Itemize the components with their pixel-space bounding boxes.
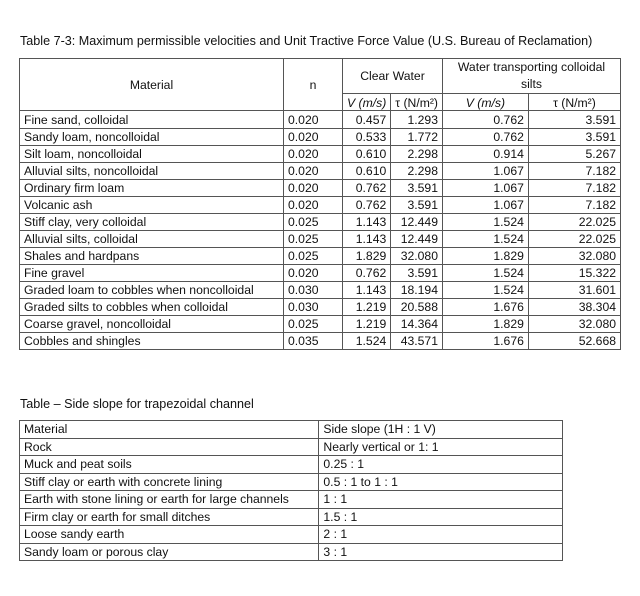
header-n: n xyxy=(284,59,343,111)
cell-clear-tau: 32.080 xyxy=(391,248,443,265)
cell-silt-velocity: 0.914 xyxy=(442,146,528,163)
cell-clear-tau: 12.449 xyxy=(391,214,443,231)
cell-clear-tau: 2.298 xyxy=(391,163,443,180)
cell-n: 0.025 xyxy=(284,248,343,265)
header-silt-v: V (m/s) xyxy=(442,94,528,111)
table-row xyxy=(20,543,563,561)
cell-n: 0.020 xyxy=(284,197,343,214)
cell-silt-tau: 7.182 xyxy=(528,197,620,214)
header-clear-water: Clear Water xyxy=(343,59,443,94)
cell-n: 0.025 xyxy=(284,316,343,333)
cell-clear-velocity: 0.533 xyxy=(343,129,391,146)
cell-n: 0.020 xyxy=(284,265,343,282)
cell-clear-velocity: 0.762 xyxy=(343,265,391,282)
table-row xyxy=(20,146,621,163)
cell-silt-tau: 32.080 xyxy=(528,316,620,333)
cell-silt-tau: 3.591 xyxy=(528,111,620,129)
side-slope-table xyxy=(19,420,563,561)
cell-n: 0.025 xyxy=(284,231,343,248)
cell-material: Silt loam, noncolloidal xyxy=(20,146,284,163)
cell-silt-velocity: 1.676 xyxy=(442,333,528,350)
cell-clear-velocity: 0.610 xyxy=(343,146,391,163)
cell-material: Cobbles and shingles xyxy=(20,333,284,350)
cell-material: Muck and peat soils xyxy=(20,456,319,474)
cell-n: 0.030 xyxy=(284,282,343,299)
cell-material: Fine gravel xyxy=(20,265,284,282)
cell-n: 0.020 xyxy=(284,146,343,163)
cell-side-slope: 3 : 1 xyxy=(319,543,563,561)
table-row xyxy=(20,265,621,282)
cell-material: Loose sandy earth xyxy=(20,526,319,544)
cell-side-slope: 0.25 : 1 xyxy=(319,456,563,474)
cell-material: Ordinary firm loam xyxy=(20,180,284,197)
cell-silt-velocity: 1.524 xyxy=(442,282,528,299)
cell-clear-tau: 2.298 xyxy=(391,146,443,163)
table-row xyxy=(20,316,621,333)
table-row xyxy=(20,473,563,491)
cell-silt-tau: 22.025 xyxy=(528,214,620,231)
cell-side-slope: Nearly vertical or 1: 1 xyxy=(319,438,563,456)
cell-n: 0.020 xyxy=(284,180,343,197)
cell-clear-tau: 14.364 xyxy=(391,316,443,333)
table-row xyxy=(20,438,563,456)
cell-clear-velocity: 0.610 xyxy=(343,163,391,180)
cell-material: Stiff clay or earth with concrete lining xyxy=(20,473,319,491)
table-row xyxy=(20,299,621,316)
cell-material: Firm clay or earth for small ditches xyxy=(20,508,319,526)
table-row xyxy=(20,214,621,231)
table1-body xyxy=(20,111,621,350)
cell-n: 0.020 xyxy=(284,129,343,146)
cell-clear-tau: 3.591 xyxy=(391,197,443,214)
table-row xyxy=(20,163,621,180)
cell-silt-velocity: 1.676 xyxy=(442,299,528,316)
cell-silt-tau: 3.591 xyxy=(528,129,620,146)
cell-material: Graded silts to cobbles when colloidal xyxy=(20,299,284,316)
cell-clear-velocity: 1.219 xyxy=(343,316,391,333)
table-row xyxy=(20,421,563,439)
cell-material: Volcanic ash xyxy=(20,197,284,214)
cell-clear-velocity: 1.143 xyxy=(343,282,391,299)
cell-silt-tau: 7.182 xyxy=(528,163,620,180)
cell-clear-velocity: 1.219 xyxy=(343,299,391,316)
cell-material: Shales and hardpans xyxy=(20,248,284,265)
table-row xyxy=(20,456,563,474)
table-row xyxy=(20,248,621,265)
header-water-transporting: Water transporting colloidal silts xyxy=(442,59,620,94)
table-row xyxy=(20,111,621,129)
table-row xyxy=(20,508,563,526)
cell-clear-velocity: 0.762 xyxy=(343,180,391,197)
cell-clear-velocity: 1.143 xyxy=(343,231,391,248)
table-row xyxy=(20,491,563,509)
header-material: Material xyxy=(20,421,319,439)
table-row xyxy=(20,180,621,197)
cell-material: Fine sand, colloidal xyxy=(20,111,284,129)
table-row xyxy=(20,526,563,544)
cell-material: Earth with stone lining or earth for large channels xyxy=(20,491,319,509)
cell-clear-velocity: 1.524 xyxy=(343,333,391,350)
cell-silt-tau: 31.601 xyxy=(528,282,620,299)
table-row xyxy=(20,333,621,350)
cell-n: 0.025 xyxy=(284,214,343,231)
cell-clear-tau: 1.293 xyxy=(391,111,443,129)
cell-silt-tau: 5.267 xyxy=(528,146,620,163)
cell-silt-velocity: 1.067 xyxy=(442,180,528,197)
cell-material: Sandy loam or porous clay xyxy=(20,543,319,561)
cell-silt-velocity: 1.829 xyxy=(442,248,528,265)
cell-silt-tau: 52.668 xyxy=(528,333,620,350)
cell-material: Rock xyxy=(20,438,319,456)
table2-caption: Table – Side slope for trapezoidal channel xyxy=(20,397,254,411)
table-row xyxy=(20,197,621,214)
cell-clear-velocity: 1.143 xyxy=(343,214,391,231)
cell-material: Sandy loam, noncolloidal xyxy=(20,129,284,146)
cell-silt-tau: 38.304 xyxy=(528,299,620,316)
header-side-slope: Side slope (1H : 1 V) xyxy=(319,421,563,439)
permissible-velocities-table xyxy=(19,58,621,350)
cell-material: Alluvial silts, noncolloidal xyxy=(20,163,284,180)
header-clear-v: V (m/s) xyxy=(343,94,391,111)
table2-body xyxy=(20,421,563,561)
cell-n: 0.035 xyxy=(284,333,343,350)
cell-clear-velocity: 0.762 xyxy=(343,197,391,214)
cell-silt-velocity: 0.762 xyxy=(442,111,528,129)
cell-clear-velocity: 1.829 xyxy=(343,248,391,265)
cell-silt-velocity: 1.524 xyxy=(442,231,528,248)
cell-silt-tau: 32.080 xyxy=(528,248,620,265)
cell-material: Coarse gravel, noncolloidal xyxy=(20,316,284,333)
cell-silt-velocity: 1.524 xyxy=(442,214,528,231)
table1-caption: Table 7-3: Maximum permissible velocities and Unit Tractive Force Value (U.S. Bureau of Reclamation) xyxy=(20,34,593,48)
table-row xyxy=(20,129,621,146)
cell-silt-velocity: 1.829 xyxy=(442,316,528,333)
header-material: Material xyxy=(20,59,284,111)
cell-n: 0.020 xyxy=(284,111,343,129)
cell-silt-velocity: 0.762 xyxy=(442,129,528,146)
cell-clear-velocity: 0.457 xyxy=(343,111,391,129)
cell-silt-tau: 15.322 xyxy=(528,265,620,282)
cell-side-slope: 0.5 : 1 to 1 : 1 xyxy=(319,473,563,491)
header-silt-tau: τ (N/m²) xyxy=(528,94,620,111)
cell-silt-tau: 22.025 xyxy=(528,231,620,248)
cell-side-slope: 1.5 : 1 xyxy=(319,508,563,526)
cell-side-slope: 2 : 1 xyxy=(319,526,563,544)
cell-clear-tau: 3.591 xyxy=(391,180,443,197)
cell-silt-velocity: 1.067 xyxy=(442,163,528,180)
cell-clear-tau: 12.449 xyxy=(391,231,443,248)
cell-silt-velocity: 1.067 xyxy=(442,197,528,214)
cell-clear-tau: 20.588 xyxy=(391,299,443,316)
cell-silt-tau: 7.182 xyxy=(528,180,620,197)
table-row xyxy=(20,282,621,299)
cell-n: 0.020 xyxy=(284,163,343,180)
cell-material: Stiff clay, very colloidal xyxy=(20,214,284,231)
cell-n: 0.030 xyxy=(284,299,343,316)
cell-side-slope: 1 : 1 xyxy=(319,491,563,509)
cell-clear-tau: 3.591 xyxy=(391,265,443,282)
cell-clear-tau: 1.772 xyxy=(391,129,443,146)
cell-clear-tau: 43.571 xyxy=(391,333,443,350)
cell-material: Graded loam to cobbles when noncolloidal xyxy=(20,282,284,299)
cell-silt-velocity: 1.524 xyxy=(442,265,528,282)
cell-clear-tau: 18.194 xyxy=(391,282,443,299)
table-row xyxy=(20,231,621,248)
cell-material: Alluvial silts, colloidal xyxy=(20,231,284,248)
header-clear-tau: τ (N/m²) xyxy=(391,94,443,111)
